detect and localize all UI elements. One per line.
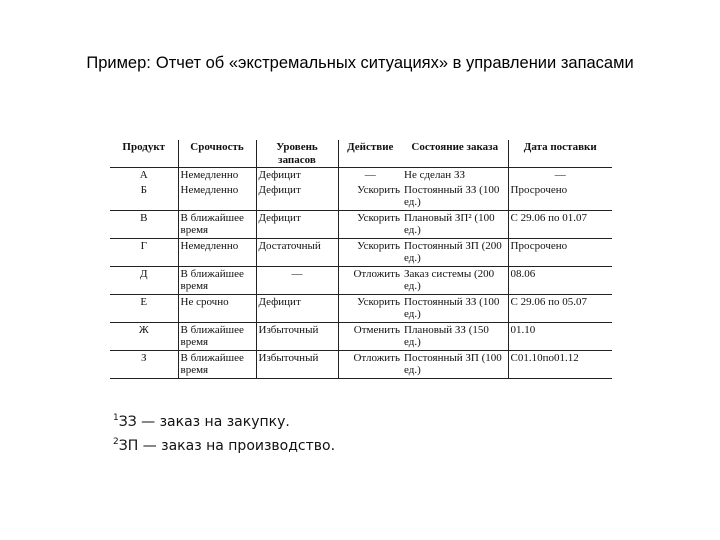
table-row [110,322,612,350]
footnote-mark: 1 [113,413,119,423]
table-row [110,350,612,378]
header-action: Действие [338,140,402,168]
cell-action: Отложить [338,266,402,294]
cell-action: Ускорить [338,210,402,238]
title-lead: Пример: [86,54,151,72]
cell-product: А [110,168,178,183]
cell-stock-level: Дефицит [256,210,338,238]
cell-action: Ускорить [338,183,402,211]
cell-stock-level: Избыточный [256,350,338,378]
cell-product: Г [110,238,178,266]
header-order-state: Состояние заказа [402,140,508,168]
footnote [113,408,335,432]
cell-urgency: Немедленно [178,238,256,266]
header-stock-level: Уровень запасов [256,140,338,168]
cell-delivery-date: Просрочено [508,238,612,266]
cell-urgency: В ближайшее время [178,322,256,350]
cell-stock-level: Дефицит [256,168,338,183]
cell-product: Б [110,183,178,211]
cell-delivery-date: 01.10 [508,322,612,350]
cell-urgency: В ближайшее время [178,210,256,238]
footnote-text: ЗП — заказ на производство. [118,438,336,454]
cell-order-state: Постоянный ЗЗ (100 ед.) [402,183,508,211]
table-row [110,168,612,183]
cell-order-state: Не сделан ЗЗ [402,168,508,183]
table-row [110,294,612,322]
table-row [110,210,612,238]
cell-order-state: Постоянный ЗЗ (100 ед.) [402,294,508,322]
cell-action: — [364,169,376,181]
cell-order-state: Постоянный ЗП (200 ед.) [402,238,508,266]
cell-product: Е [110,294,178,322]
header-product: Продукт [110,140,178,168]
table-header-row [110,140,612,168]
table-row [110,238,612,266]
cell-delivery-date: С 29.06 по 01.07 [508,210,612,238]
table-row [110,266,612,294]
cell-urgency: Немедленно [178,168,256,183]
header-urgency: Срочность [178,140,256,168]
cell-order-state: Заказ системы (200 ед.) [402,266,508,294]
cell-urgency: В ближайшее время [178,350,256,378]
header-delivery-date: Дата поставки [508,140,612,168]
cell-action: Отложить [338,350,402,378]
footnotes [113,408,335,456]
cell-action: Ускорить [338,294,402,322]
cell-product: З [110,350,178,378]
cell-delivery-date: Просрочено [508,183,612,211]
cell-delivery-date: — [554,169,566,181]
cell-order-state: Плановый ЗП² (100 ед.) [402,210,508,238]
cell-urgency: В ближайшее время [178,266,256,294]
cell-order-state: Плановый ЗЗ (150 ед.) [402,322,508,350]
report-table-wrapper [110,140,612,379]
cell-stock-level: Дефицит [256,183,338,211]
cell-stock-level: — [256,266,338,294]
cell-delivery-date: С01.10по01.12 [508,350,612,378]
cell-product: Ж [110,322,178,350]
exception-report-table [110,140,612,379]
title-text: Отчет об «экстремальных ситуациях» в управлении запасами [155,54,634,72]
cell-action: Отменить [338,322,402,350]
footnote-text: ЗЗ — заказ на закупку. [118,414,290,430]
cell-urgency: Не срочно [178,294,256,322]
cell-stock-level: Дефицит [256,294,338,322]
footnote-mark: 2 [113,437,119,447]
cell-delivery-date: 08.06 [508,266,612,294]
cell-stock-level: Избыточный [256,322,338,350]
cell-action: Ускорить [338,238,402,266]
table-row [110,183,612,211]
cell-product: Д [110,266,178,294]
cell-stock-level: Достаточный [256,238,338,266]
slide-title [0,54,720,73]
cell-urgency: Немедленно [178,183,256,211]
cell-delivery-date: С 29.06 по 05.07 [508,294,612,322]
footnote [113,432,335,456]
cell-order-state: Постоянный ЗП (100 ед.) [402,350,508,378]
cell-product: В [110,210,178,238]
